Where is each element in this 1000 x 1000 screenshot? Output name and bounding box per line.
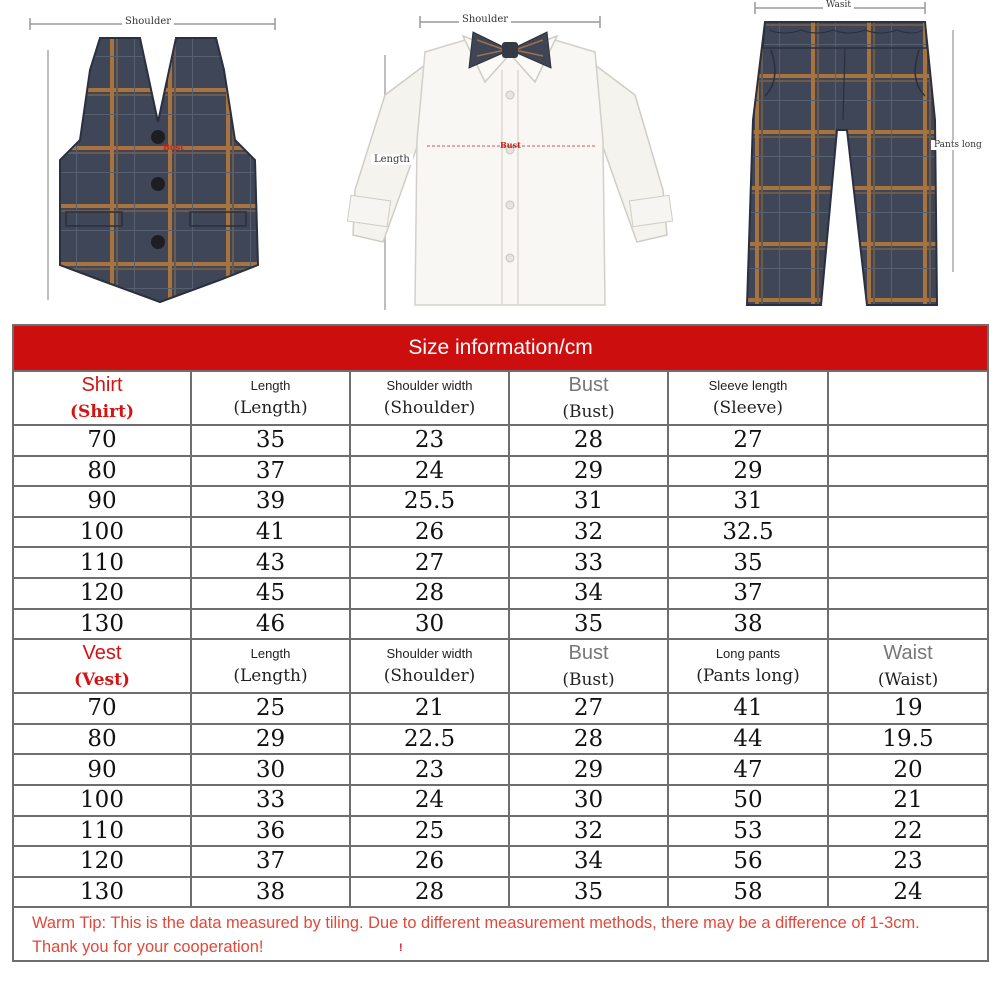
- vest-header-bottom: (Pants long): [696, 665, 800, 686]
- table-row: [13, 517, 988, 548]
- pants-image: [735, 0, 990, 315]
- value-cell: [828, 456, 988, 487]
- vest-header-top: Length: [250, 645, 291, 661]
- vest-header-cell: [191, 639, 350, 693]
- vest-header-bottom: (Bust): [562, 670, 615, 691]
- shirt-illustration: [345, 10, 675, 320]
- table-row: [13, 754, 988, 785]
- value-cell: 35: [668, 547, 828, 578]
- vest-header-bottom: (Length): [233, 665, 308, 686]
- size-cell: 120: [13, 578, 191, 609]
- value-cell: 33: [191, 785, 350, 816]
- vest-header-top: Waist: [883, 642, 933, 665]
- value-cell: 31: [509, 486, 668, 517]
- value-cell: 30: [191, 754, 350, 785]
- shirt-header-row: [13, 371, 988, 425]
- table-row: [13, 486, 988, 517]
- value-cell: [828, 609, 988, 640]
- shirt-header-cell: [668, 371, 828, 425]
- table-row: [13, 547, 988, 578]
- size-cell: 130: [13, 609, 191, 640]
- table-row: [13, 846, 988, 877]
- shirt-header-cell: [350, 371, 509, 425]
- value-cell: 39: [191, 486, 350, 517]
- value-cell: 28: [350, 578, 509, 609]
- vest-image: [30, 10, 280, 315]
- shirt-header-top: Length: [250, 377, 291, 393]
- value-cell: [828, 578, 988, 609]
- size-cell: 100: [13, 517, 191, 548]
- vest-header-top: Long pants: [715, 645, 781, 661]
- vest-header-cell: [509, 639, 668, 693]
- vest-header-bottom: (Waist): [877, 670, 939, 691]
- vest-header-bottom: (Shoulder): [383, 665, 476, 686]
- value-cell: 19.5: [828, 724, 988, 755]
- value-cell: 45: [191, 578, 350, 609]
- shirt-header-bottom: (Sleeve): [712, 397, 784, 418]
- value-cell: 37: [191, 846, 350, 877]
- value-cell: 23: [350, 425, 509, 456]
- table-row: [13, 724, 988, 755]
- shirt-header-bottom: (Shirt): [70, 402, 134, 422]
- table-row: [13, 785, 988, 816]
- table-row: [13, 578, 988, 609]
- value-cell: 38: [668, 609, 828, 640]
- vest-shoulder-label: Shoulder: [122, 16, 174, 27]
- shirt-header-bottom: (Bust): [562, 402, 615, 422]
- value-cell: 24: [828, 877, 988, 908]
- value-cell: 46: [191, 609, 350, 640]
- value-cell: 27: [509, 693, 668, 724]
- value-cell: 35: [509, 609, 668, 640]
- vest-header-top: Bust: [568, 642, 609, 665]
- value-cell: 22.5: [350, 724, 509, 755]
- vest-section: [13, 639, 988, 907]
- value-cell: 26: [350, 517, 509, 548]
- table-row: [13, 609, 988, 640]
- vest-bust-label: Bust: [163, 142, 184, 152]
- value-cell: 44: [668, 724, 828, 755]
- value-cell: 32: [509, 517, 668, 548]
- value-cell: 28: [509, 724, 668, 755]
- value-cell: 24: [350, 785, 509, 816]
- shirt-header-cell: [191, 371, 350, 425]
- shirt-header-top: Shoulder width: [386, 377, 473, 393]
- value-cell: 21: [828, 785, 988, 816]
- value-cell: 29: [668, 456, 828, 487]
- size-cell: 70: [13, 425, 191, 456]
- value-cell: 38: [191, 877, 350, 908]
- value-cell: 56: [668, 846, 828, 877]
- size-cell: 90: [13, 754, 191, 785]
- warm-tip-cell: [13, 907, 988, 961]
- table-row: [13, 816, 988, 847]
- value-cell: 37: [668, 578, 828, 609]
- shirt-length-label: Length: [371, 154, 413, 165]
- value-cell: [828, 517, 988, 548]
- pants-length-label: Pants long: [931, 140, 985, 150]
- pants-illustration: [735, 0, 990, 315]
- size-cell: 90: [13, 486, 191, 517]
- vest-header-cell: [13, 639, 191, 693]
- value-cell: 27: [668, 425, 828, 456]
- shirt-header-top: Bust: [568, 374, 609, 396]
- value-cell: 23: [350, 754, 509, 785]
- value-cell: 23: [828, 846, 988, 877]
- size-cell: 120: [13, 846, 191, 877]
- value-cell: 25.5: [350, 486, 509, 517]
- vest-header-top: Vest: [82, 642, 122, 665]
- value-cell: 28: [509, 425, 668, 456]
- table-title: Size information/cm: [13, 325, 988, 371]
- vest-header-cell: [828, 639, 988, 693]
- table-row: [13, 693, 988, 724]
- value-cell: 58: [668, 877, 828, 908]
- value-cell: 25: [191, 693, 350, 724]
- vest-illustration: [30, 10, 280, 315]
- size-cell: 100: [13, 785, 191, 816]
- value-cell: 29: [509, 754, 668, 785]
- value-cell: 31: [668, 486, 828, 517]
- value-cell: 28: [350, 877, 509, 908]
- shirt-section: [13, 371, 988, 639]
- value-cell: 29: [509, 456, 668, 487]
- value-cell: 30: [509, 785, 668, 816]
- vest-header-top: Shoulder width: [386, 645, 473, 661]
- shirt-header-top: Shirt: [81, 374, 123, 396]
- value-cell: 25: [350, 816, 509, 847]
- table-row: [13, 425, 988, 456]
- size-cell: 110: [13, 816, 191, 847]
- warm-tip-row: [13, 907, 988, 961]
- shirt-shoulder-label: Shoulder: [459, 14, 511, 25]
- value-cell: 29: [191, 724, 350, 755]
- value-cell: 33: [509, 547, 668, 578]
- size-cell: 70: [13, 693, 191, 724]
- value-cell: 30: [350, 609, 509, 640]
- table-row: [13, 877, 988, 908]
- vest-header-cell: [668, 639, 828, 693]
- value-cell: 53: [668, 816, 828, 847]
- shirt-image: [345, 10, 675, 320]
- vest-header-cell: [350, 639, 509, 693]
- size-table: [12, 324, 989, 962]
- vest-header-bottom: (Vest): [74, 670, 130, 691]
- shirt-header-bottom: (Shoulder): [383, 397, 476, 418]
- value-cell: 34: [509, 846, 668, 877]
- shirt-header-bottom: (Length): [233, 397, 308, 418]
- value-cell: [828, 486, 988, 517]
- value-cell: 27: [350, 547, 509, 578]
- value-cell: 43: [191, 547, 350, 578]
- table-row: [13, 456, 988, 487]
- value-cell: 26: [350, 846, 509, 877]
- shirt-header-top: Sleeve length: [708, 377, 788, 393]
- value-cell: 41: [668, 693, 828, 724]
- vest-header-row: [13, 639, 988, 693]
- value-cell: 24: [350, 456, 509, 487]
- size-cell: 130: [13, 877, 191, 908]
- value-cell: 37: [191, 456, 350, 487]
- value-cell: 21: [350, 693, 509, 724]
- shirt-header-cell: [828, 371, 988, 425]
- value-cell: [828, 425, 988, 456]
- pants-waist-label: Wasit: [823, 0, 854, 10]
- warm-tip-stamp: !: [399, 942, 403, 955]
- warm-tip-text: Warm Tip: This is the data measured by tiling. Due to different measurement methods, there may be a difference of 1-3cm. Thank you for your cooperation!: [32, 914, 920, 957]
- value-cell: 22: [828, 816, 988, 847]
- value-cell: 19: [828, 693, 988, 724]
- value-cell: 35: [509, 877, 668, 908]
- value-cell: 36: [191, 816, 350, 847]
- value-cell: 35: [191, 425, 350, 456]
- value-cell: 50: [668, 785, 828, 816]
- size-cell: 110: [13, 547, 191, 578]
- size-cell: 80: [13, 724, 191, 755]
- value-cell: 32: [509, 816, 668, 847]
- table-title-row: [13, 325, 988, 371]
- value-cell: 47: [668, 754, 828, 785]
- value-cell: 32.5: [668, 517, 828, 548]
- value-cell: 20: [828, 754, 988, 785]
- size-cell: 80: [13, 456, 191, 487]
- shirt-bust-label: Bust: [500, 140, 521, 150]
- value-cell: [828, 547, 988, 578]
- value-cell: 41: [191, 517, 350, 548]
- shirt-header-cell: [509, 371, 668, 425]
- value-cell: 34: [509, 578, 668, 609]
- shirt-header-cell: [13, 371, 191, 425]
